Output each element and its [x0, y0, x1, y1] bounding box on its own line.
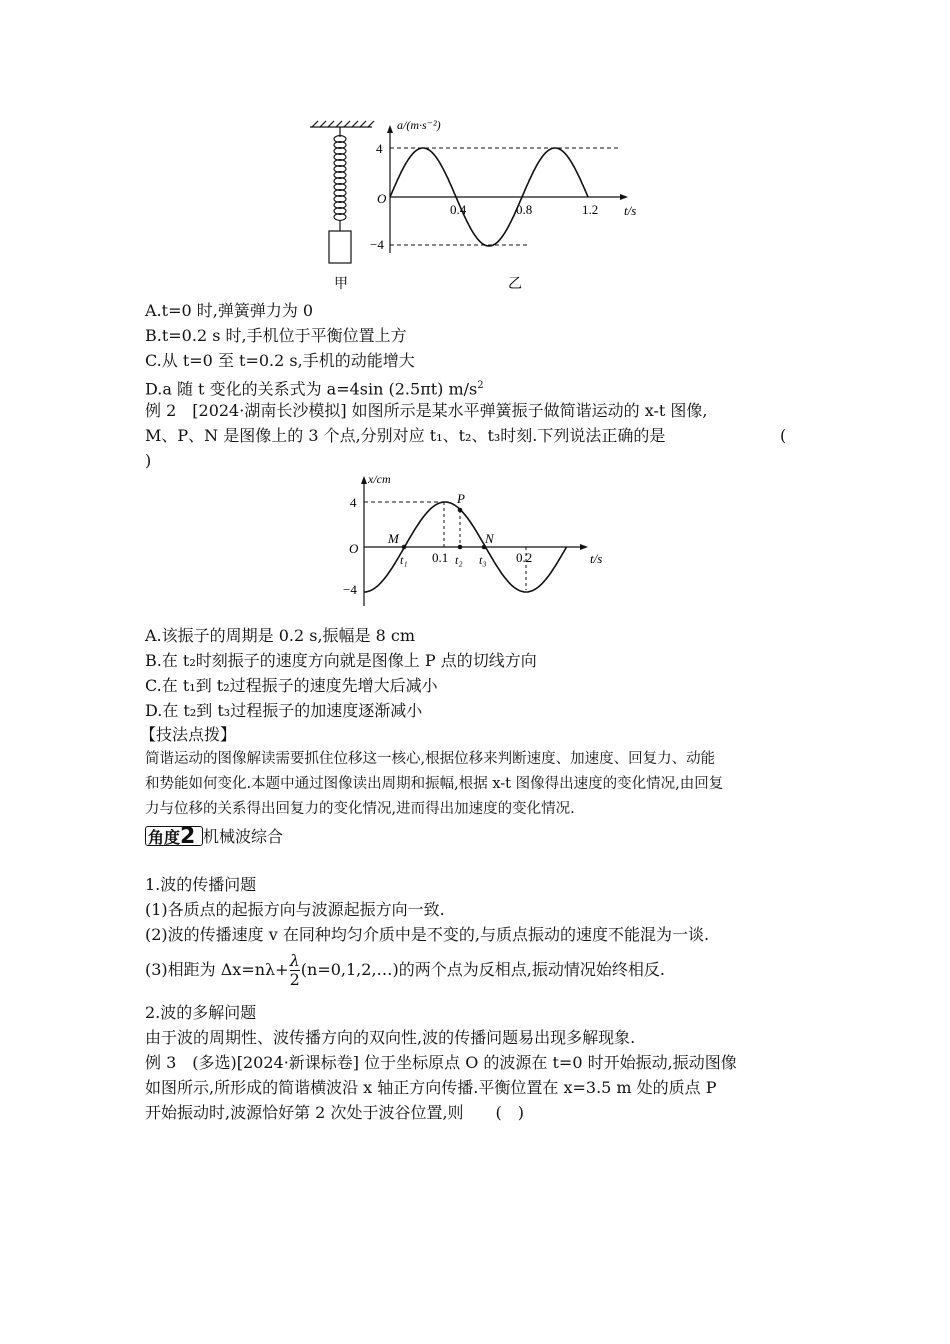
tips-title: 【技法点拨】 — [140, 725, 237, 744]
section1-item3: (3)相距为 Δx=nλ+ $\frac{\lambda}{2}$ (n=0,1,2,…)的两个点为反相点,振动情况始终相反. — [145, 950, 665, 989]
origin-label: O — [377, 191, 387, 206]
tick-x-0.2: 0.2 — [516, 550, 533, 565]
tick-y-4: 4 — [376, 141, 383, 156]
label-t3: t₃ — [479, 553, 487, 567]
tips-line2: 和势能如何变化.本题中通过图像读出周期和振幅,根据 x-t 图像得出速度的变化情况,由回复 — [145, 776, 724, 792]
label-m: M — [388, 531, 399, 546]
tick-x-0.4: 0.4 — [450, 202, 467, 217]
label-p: P — [457, 491, 465, 506]
section2-text: 由于波的周期性、波传播方向的双向性,波的传播问题易出现多解现象. — [145, 1028, 636, 1047]
y-axis-label: a/(m·s⁻²) — [397, 118, 441, 132]
q2-option-d: D.在 t₂到 t₃过程振子的加速度逐渐减小 — [145, 701, 423, 720]
example2-line1: 例 2 [2024·湖南长沙模拟] 如图所示是某水平弹簧振子做简谐运动的 x-t 图像, — [145, 401, 708, 420]
caption-yi: 乙 — [508, 277, 522, 292]
example2-line2: M、P、N 是图像上的 3 个点,分别对应 t₁、t₂、t₃时刻.下列说法正确的是 — [145, 426, 666, 445]
origin-label-2: O — [349, 541, 359, 556]
tips-line1: 简谐运动的图像解读需要抓住位移这一核心,根据位移来判断速度、加速度、回复力、动能 — [145, 751, 716, 767]
y-axis-label-cm: x/cm — [368, 472, 391, 486]
q1-option-a: A.t=0 时,弹簧弹力为 0 — [145, 301, 314, 320]
point-m-dot — [402, 545, 407, 550]
label-t1: t₁ — [400, 553, 408, 567]
ceiling-hatch — [310, 121, 374, 127]
example2-paren-open: ( — [780, 426, 787, 445]
q2-option-b: B.在 t₂时刻振子的速度方向就是图像上 P 点的切线方向 — [145, 651, 537, 670]
section1-item1: (1)各质点的起振方向与波源起振方向一致. — [145, 900, 445, 919]
tips-line3: 力与位移的关系得出回复力的变化情况,进而得出加速度的变化情况. — [145, 801, 575, 817]
angle-badge: 角度2 — [145, 826, 203, 846]
label-t2: t₂ — [455, 553, 463, 567]
tick-y-4-cm: 4 — [350, 495, 357, 510]
figure-xt-graph — [340, 470, 620, 610]
tick-y-neg4: −4 — [370, 237, 384, 252]
point-t2-dot — [458, 545, 463, 550]
section1-title: 1.波的传播问题 — [145, 875, 257, 894]
example3-line1: 例 3 (多选)[2024·新课标卷] 位于坐标原点 O 的波源在 t=0 时开始振动,振动图像 — [145, 1053, 737, 1072]
tick-x-0.8: 0.8 — [516, 202, 533, 217]
phone-block — [329, 231, 351, 263]
section1-item2: (2)波的传播速度 v 在同种均匀介质中是不变的,与质点振动的速度不能混为一谈. — [145, 925, 710, 944]
angle2-title: 机械波综合 — [203, 827, 284, 846]
q2-option-a: A.该振子的周期是 0.2 s,振幅是 8 cm — [145, 626, 416, 645]
lambda-half-fraction: $\frac{\lambda}{2}$ — [289, 950, 300, 989]
example3-line2: 如图所示,所形成的简谐横波沿 x 轴正方向传播.平衡位置在 x=3.5 m 处的质点 P — [145, 1078, 717, 1097]
tick-x-0.1: 0.1 — [432, 550, 449, 565]
figure-spring-acceleration — [300, 115, 660, 295]
point-p-dot — [458, 508, 463, 513]
label-n: N — [485, 531, 494, 546]
tick-y-neg4-cm: −4 — [343, 582, 357, 597]
spring-coil — [334, 136, 346, 221]
acceleration-graph — [370, 118, 636, 292]
section2-title: 2.波的多解问题 — [145, 1003, 257, 1022]
tick-x-1.2: 1.2 — [582, 202, 599, 217]
x-axis-label: t/s — [624, 203, 637, 218]
q1-option-b: B.t=0.2 s 时,手机位于平衡位置上方 — [145, 326, 407, 345]
example2-paren-close: ) — [145, 451, 152, 470]
q1-option-d: D.a 随 t 变化的关系式为 a=4sin (2.5πt) $m/s^2$ — [145, 379, 484, 399]
q2-option-c: C.在 t₁到 t₂过程振子的速度先增大后减小 — [145, 676, 438, 695]
q1-option-c: C.从 t=0 至 t=0.2 s,手机的动能增大 — [145, 351, 415, 370]
example3-line3: 开始振动时,波源恰好第 2 次处于波谷位置,则 ( ) — [145, 1103, 525, 1122]
caption-jia: 甲 — [334, 277, 348, 292]
x-axis-label-s: t/s — [590, 551, 603, 566]
